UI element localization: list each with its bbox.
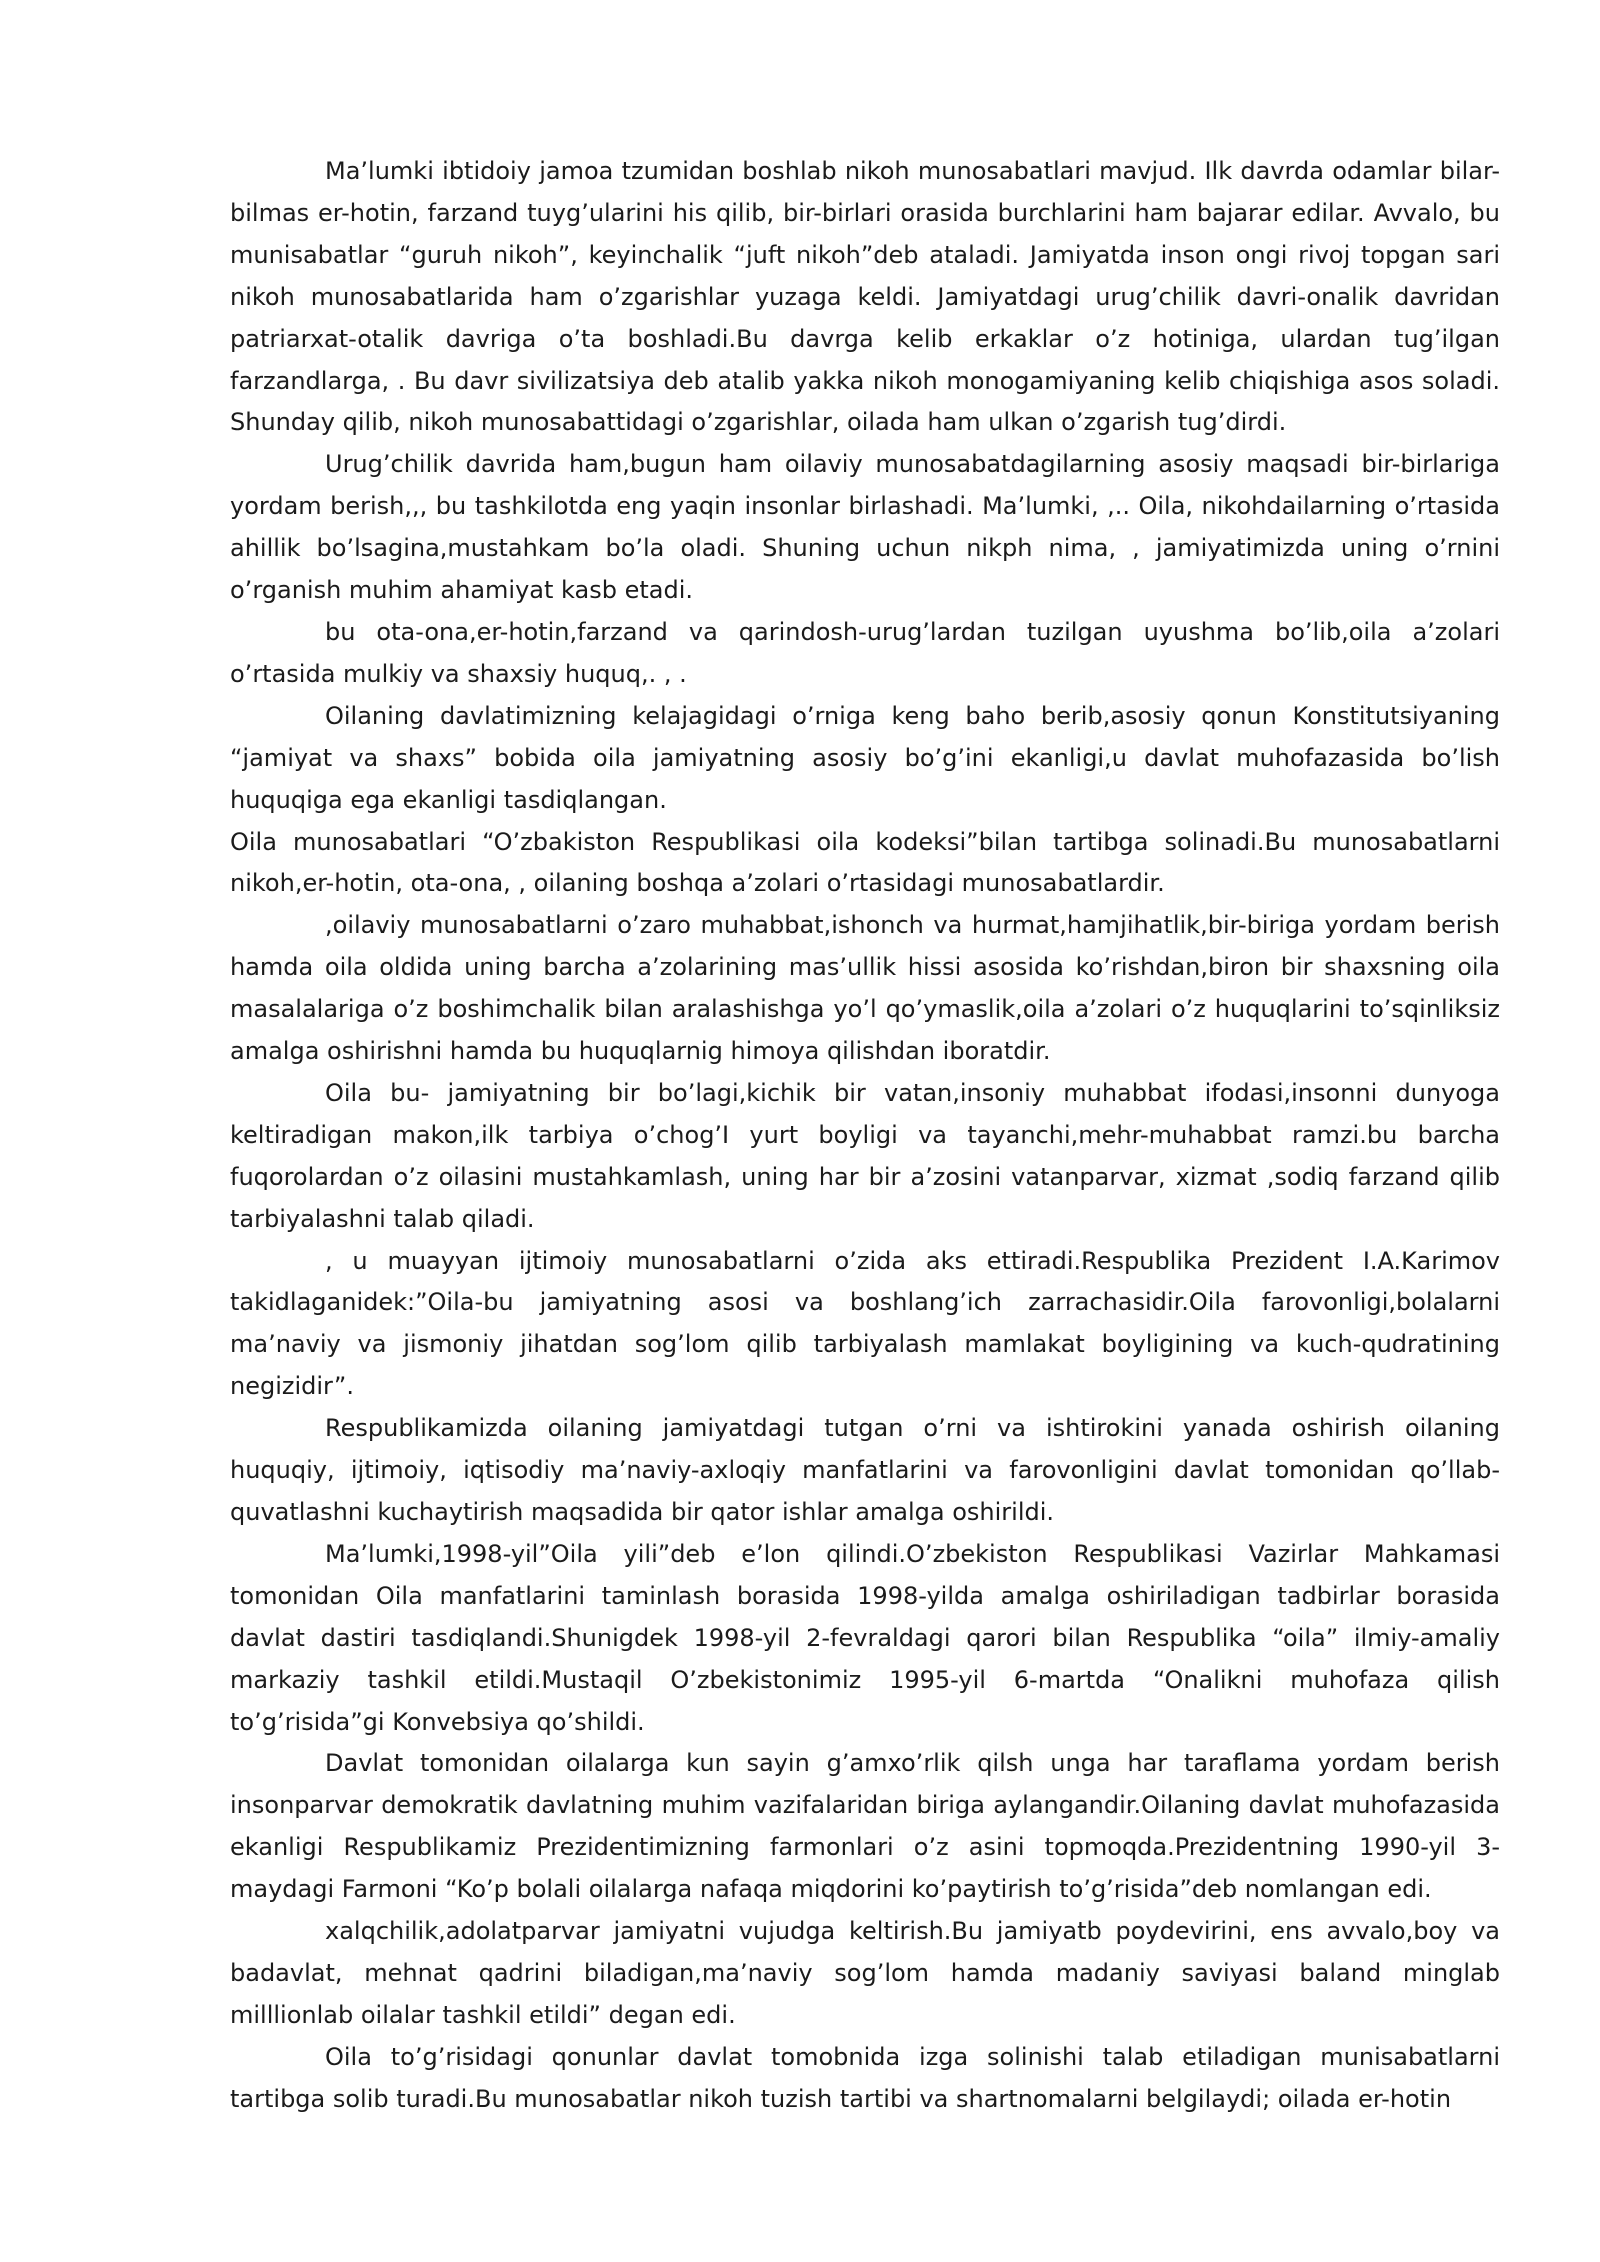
paragraph-13: Oila to’g’risidagi qonunlar davlat tomobnida izga solinishi talab etiladigan munisabatlarni tartibga solib turadi.Bu munosabatlar nikoh tuzish tartibi va shartnomalarni belgilaydi; oilada er-hotin: [230, 2042, 1500, 2113]
document-page: [230, 151, 1500, 2121]
paragraph-7: Oila bu- jamiyatning bir bo’lagi,kichik bir vatan,insoniy muhabbat ifodasi,insonni dunyoga keltiradigan makon,ilk tarbiya o’chog’I yurt boyligi va tayanchi,mehr-muhabbat ramzi.bu barcha fuqorolardan o’z oilasini mustahkamlash, uning har bir a’zosini vatanparvar, xizmat ,sodiq farzand qilib tarbiyalashni talab qiladi.: [230, 1078, 1500, 1233]
paragraph-5: Oila munosabatlari “O’zbakiston Respublikasi oila kodeksi”bilan tartibga solinadi.Bu munosabatlarni nikoh,er-hotin, ota-ona, , oilaning boshqa a’zolari o’rtasidagi munosabatlardir.: [230, 827, 1500, 898]
paragraph-2: Urug’chilik davrida ham,bugun ham oilaviy munosabatdagilarning asosiy maqsadi bir-birlariga yordam berish,,, bu tashkilotda eng yaqin insonlar birlashadi. Ma’lumki, ,.. Oila, nikohdailarning o’rtasida ahillik bo’lsagina,mustahkam bo’la oladi. Shuning uchun nikph nima, , jamiyatimizda uning o’rnini o’rganish muhim ahamiyat kasb etadi.: [230, 450, 1500, 605]
paragraph-8: , u muayyan ijtimoiy munosabatlarni o’zida aks ettiradi.Respublika Prezident I.A.Karimov takidlaganidek:”Oila-bu jamiyatning asosi va boshlang’ich zarrachasidir.Oila farovonligi,bolalarni ma’naviy va jismoniy jihatdan sog’lom qilib tarbiyalash mamlakat boyligining va kuch-qudratining negizidir”.: [230, 1246, 1500, 1401]
paragraph-3: bu ota-ona,er-hotin,farzand va qarindosh-urug’lardan tuzilgan uyushma bo’lib,oila a’zolari o’rtasida mulkiy va shaxsiy huquq,. , .: [230, 617, 1500, 688]
paragraph-6: ,oilaviy munosabatlarni o’zaro muhabbat,ishonch va hurmat,hamjihatlik,bir-biriga yordam berish hamda oila oldida uning barcha a’zolarining mas’ullik hissi asosida ko’rishdan,biron bir shaxsning oila masalalariga o’z boshimchalik bilan aralashishga yo’l qo’ymaslik,oila a’zolari o’z huquqlarini to’sqinliksiz amalga oshirishni hamda bu huquqlarnig himoya qilishdan iboratdir.: [230, 911, 1500, 1066]
paragraph-12: xalqchilik,adolatparvar jamiyatni vujudga keltirish.Bu jamiyatb poydevirini, ens avvalo,boy va badavlat, mehnat qadrini biladigan,ma’naviy sog’lom hamda madaniy saviyasi baland minglab milllionlab oilalar tashkil etildi” degan edi.: [230, 1917, 1500, 2029]
paragraph-9: Respublikamizda oilaning jamiyatdagi tutgan o’rni va ishtirokini yanada oshirish oilaning huquqiy, ijtimoiy, iqtisodiy ma’naviy-axloqiy manfatlarini va farovonligini davlat tomonidan qo’llab-quvatlashni kuchaytirish maqsadida bir qator ishlar amalga oshirildi.: [230, 1414, 1500, 1526]
paragraph-1: Ma’lumki ibtidoiy jamoa tzumidan boshlab nikoh munosabatlari mavjud. Ilk davrda odamlar bilar-bilmas er-hotin, farzand tuyg’ularini his qilib, bir-birlari orasida burchlarini ham bajarar edilar. Avvalo, bu munisabatlar “guruh nikoh”, keyinchalik “juft nikoh”deb ataladi. Jamiyatda inson ongi rivoj topgan sari nikoh munosabatlarida ham o’zgarishlar yuzaga keldi. Jamiyatdagi urug’chilik davri-onalik davridan patriarxat-otalik davriga o’ta boshladi.Bu davrga kelib erkaklar o’z hotiniga, ulardan tug’ilgan farzandlarga, . Bu davr sivilizatsiya deb atalib yakka nikoh monogamiyaning kelib chiqishiga asos soladi. Shunday qilib, nikoh munosabattidagi o’zgarishlar, oilada ham ulkan o’zgarish tug’dirdi.: [230, 157, 1500, 437]
paragraph-11: Davlat tomonidan oilalarga kun sayin g’amxo’rlik qilsh unga har taraflama yordam berish insonparvar demokratik davlatning muhim vazifalaridan biriga aylangandir.Oilaning davlat muhofazasida ekanligi Respublikamiz Prezidentimizning farmonlari o’z asini topmoqda.Prezidentning 1990-yil 3-maydagi Farmoni “Ko’p bolali oilalarga nafaqa miqdorini ko’paytirish to’g’risida”deb nomlangan edi.: [230, 1749, 1500, 1904]
paragraph-10: Ma’lumki,1998-yil”Oila yili”deb e’lon qilindi.O’zbekiston Respublikasi Vazirlar Mahkamasi tomonidan Oila manfatlarini taminlash borasida 1998-yilda amalga oshiriladigan tadbirlar borasida davlat dastiri tasdiqlandi.Shunigdek 1998-yil 2-fevraldagi qarori bilan Respublika “oila” ilmiy-amaliy markaziy tashkil etildi.Mustaqil O’zbekistonimiz 1995-yil 6-martda “Onalikni muhofaza qilish to’g’risida”gi Konvebsiya qo’shildi.: [230, 1539, 1500, 1736]
paragraph-4: Oilaning davlatimizning kelajagidagi o’rniga keng baho berib,asosiy qonun Konstitutsiyaning “jamiyat va shaxs” bobida oila jamiyatning asosiy bo’g’ini ekanligi,u davlat muhofazasida bo’lish huquqiga ega ekanligi tasdiqlangan.: [230, 701, 1500, 814]
